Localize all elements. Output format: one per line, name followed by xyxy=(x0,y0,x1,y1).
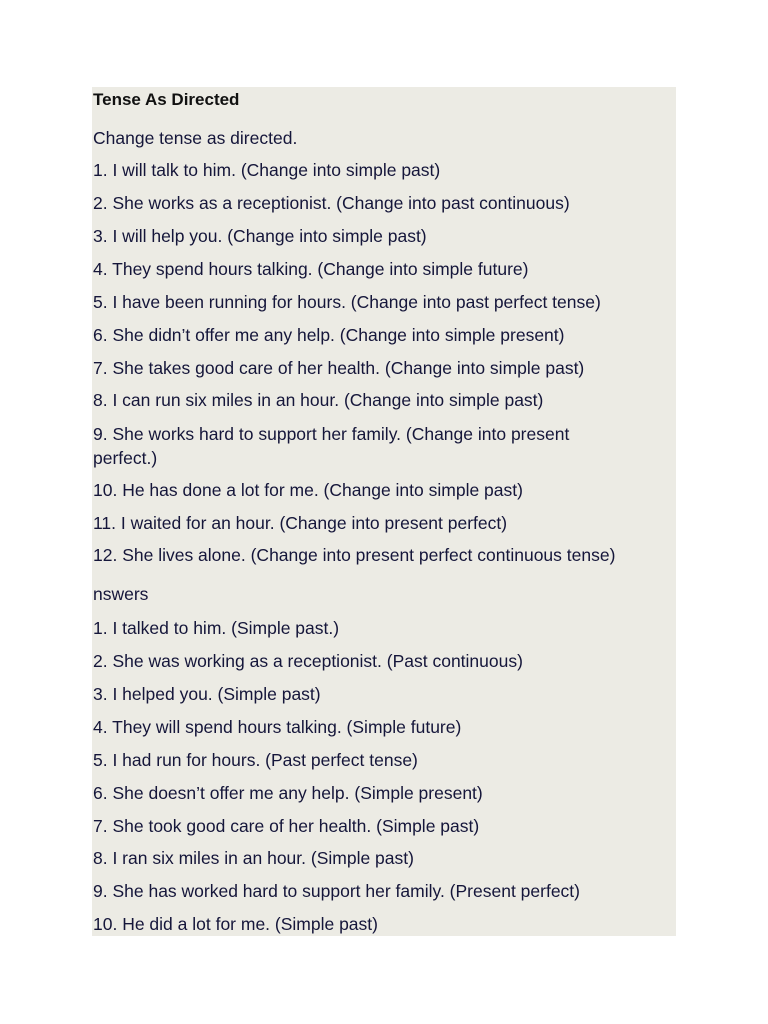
answer-6: 6. She doesn’t offer me any help. (Simple present) xyxy=(93,783,483,803)
answer-3: 3. I helped you. (Simple past) xyxy=(93,684,321,704)
intro-text: Change tense as directed. xyxy=(93,128,298,148)
document-title: Tense As Directed xyxy=(93,90,240,109)
question-12: 12. She lives alone. (Change into present perfect continuous tense) xyxy=(93,545,616,565)
question-2: 2. She works as a receptionist. (Change into past continuous) xyxy=(93,193,570,213)
question-6: 6. She didn’t offer me any help. (Change into simple present) xyxy=(93,325,565,345)
answer-5: 5. I had run for hours. (Past perfect tense) xyxy=(93,750,418,770)
answer-8: 8. I ran six miles in an hour. (Simple past) xyxy=(93,848,414,868)
question-1: 1. I will talk to him. (Change into simple past) xyxy=(93,160,441,180)
answer-2: 2. She was working as a receptionist. (Past continuous) xyxy=(93,651,523,671)
question-8: 8. I can run six miles in an hour. (Change into simple past) xyxy=(93,390,544,410)
answer-1: 1. I talked to him. (Simple past.) xyxy=(93,618,340,638)
answer-4: 4. They will spend hours talking. (Simple future) xyxy=(93,717,462,737)
answers-heading: nswers xyxy=(93,584,149,604)
question-10: 10. He has done a lot for me. (Change into simple past) xyxy=(93,480,523,500)
question-7: 7. She takes good care of her health. (Change into simple past) xyxy=(93,358,585,378)
answer-9: 9. She has worked hard to support her family. (Present perfect) xyxy=(93,881,580,901)
answer-7: 7. She took good care of her health. (Simple past) xyxy=(93,816,480,836)
question-3: 3. I will help you. (Change into simple past) xyxy=(93,226,427,246)
answer-10: 10. He did a lot for me. (Simple past) xyxy=(93,914,378,934)
question-11: 11. I waited for an hour. (Change into present perfect) xyxy=(93,513,508,533)
question-9: 9. She works hard to support her family. (Change into present xyxy=(93,424,570,444)
question-4: 4. They spend hours talking. (Change into simple future) xyxy=(93,259,529,279)
question-9-continued: perfect.) xyxy=(93,448,158,468)
question-5: 5. I have been running for hours. (Change into past perfect tense) xyxy=(93,292,601,312)
